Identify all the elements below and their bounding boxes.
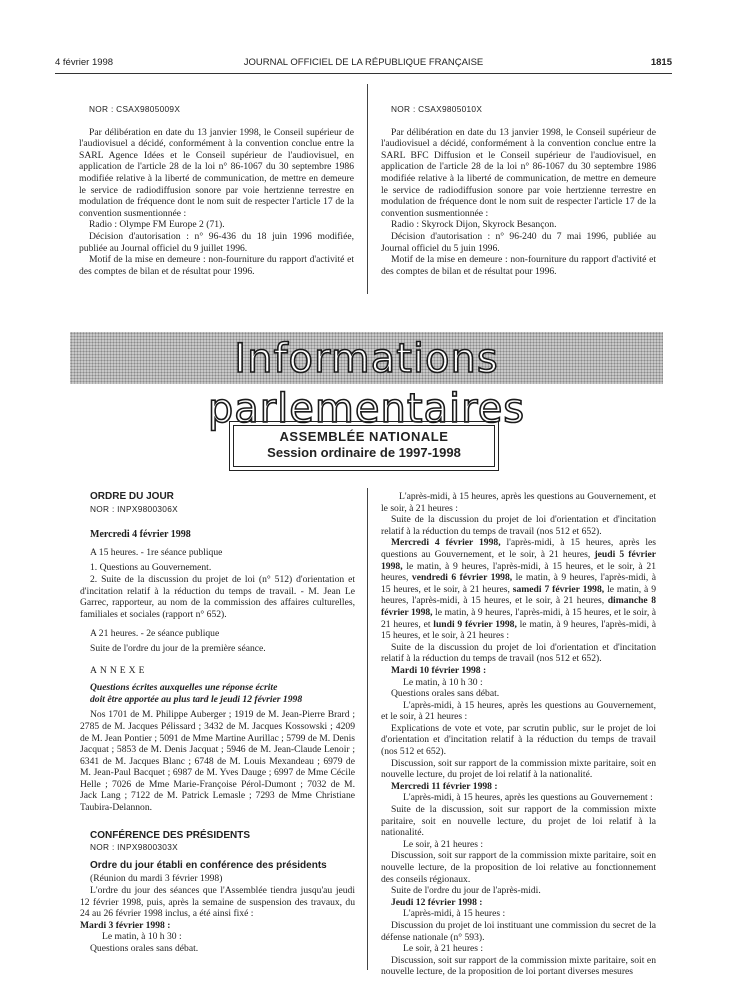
agenda-item: Questions orales sans débat. (391, 688, 500, 700)
agenda-item: Suite de la discussion du projet de loi d'orientation et d'incitation relatif à la réduction du temps de travail (nos 512 et 652). (381, 641, 656, 665)
conference-paragraph: L'ordre du jour des séances que l'Assemblée tiendra jusqu'au jeudi 12 février 1998, puis, après la semaine de suspension des travaux, du 24 au 26 février 1998 inclus, a été ainsi fixé : (80, 885, 355, 920)
agenda-item: Suite de la discussion du projet de loi d'orientation et d'incitation relatif à la réduction du temps de travail (nos 512 et 652). (381, 514, 656, 537)
agenda-text: le matin, à 9 heures, l'après-midi, à 15 heures, et le soir, à 21 heures : (381, 618, 656, 642)
agenda-day: Jeudi 12 février 1998 : (391, 896, 483, 908)
notice-radio: Radio : Skyrock Dijon, Skyrock Besançon. (391, 219, 557, 231)
conference-subtitle: Ordre du jour établi en conférence des présidents (90, 859, 327, 871)
column-divider-top (367, 84, 368, 294)
agenda-time: L'après-midi, à 15 heures, après les questions au Gouvernement : (403, 792, 653, 804)
assembly-title-box (233, 425, 495, 467)
agenda-item: Discussion, soit sur rapport de la commission mixte paritaire, soit en nouvelle lecture, de la proposition de loi portant diverses mesures (381, 954, 656, 978)
agenda-item: Discussion, soit sur rapport de la commission mixte paritaire, soit en nouvelle lecture, du projet de loi relatif à la nationalité. (381, 757, 656, 781)
notice-decision: Décision d'autorisation : n° 96-436 du 18 juin 1996 modifiée, publiée au Journal officiel du 9 juillet 1996. (79, 230, 354, 254)
written-questions-list: Nos 1701 de M. Philippe Auberger ; 1919 de M. Jean-Pierre Brard ; 2785 de M. Jacques Pélissard ; 3432 de M. Jacques Kossowski ; 4209 de M. Jean Pontier ; 5091 de Mme Martine Aurillac ; 5799 de M. Denis Jacquat ; 5853 de M. Denis Jacquat ; 5946 de M. Jean-Claude Lenoir ; 6341 de M. Jacques Blanc ; 6748 de M. Louis Mexandeau ; 6979 de M. Jean-Paul Bacquet ; 6987 de M. Yves Dauge ; 6997 de Mme Cécile Helle ; 7026 de Mme Marie-Françoise Pérol-Dumont ; 7032 de M. Jack Lang ; 7122 de M. Patrick Lemasle ; 7293 de Mme Christiane Taubira-Delannon. (80, 709, 355, 814)
agenda-day: Mardi 3 février 1998 : (80, 919, 171, 931)
nor-reference: NOR : CSAX9805009X (89, 104, 181, 114)
nor-reference: NOR : INPX9800303X (90, 842, 178, 853)
session-heading: A 21 heures. - 2e séance publique (90, 628, 220, 640)
written-questions-subtitle: doit être apportée au plus tard le jeudi 12 février 1998 (90, 693, 303, 705)
agenda-text: l'après-midi, à 15 heures, après les questions au Gouvernement, et le soir, à 21 heures, (381, 537, 656, 560)
agenda-item: Explications de vote et vote, par scrutin public, sur le projet de loi d'orientation et d'incitation relatif à la réduction du temps de travail (nos 512 et 652). (381, 722, 656, 758)
top-left-notice (79, 104, 354, 277)
agenda-text: le matin, à 9 heures, l'après-midi, à 15 heures, et le soir, à 21 heures, et (381, 606, 656, 630)
agenda-day: dimanche 8 février 1998, (381, 595, 656, 618)
agenda-item: 2. Suite de la discussion du projet de loi (n° 512) d'orientation et d'incitation relatif à la réduction du temps de travail. - M. Jean Le Garrec, rapporteur, au nom de la commission des affaires culturelles, familiales et sociales (rapport n° 652). (80, 573, 355, 620)
agenda-item: Discussion du projet de loi instituant une commission du secret de la défense nationale (n° 593). (381, 919, 656, 943)
assembly-name: ASSEMBLÉE NATIONALE (279, 429, 449, 444)
agenda-time: Le matin, à 10 h 30 : (102, 931, 182, 943)
notice-radio: Radio : Olympe FM Europe 2 (71). (89, 219, 225, 231)
page-header (55, 57, 672, 71)
agenda-item: 1. Questions au Gouvernement. (90, 562, 212, 574)
right-column (381, 491, 656, 978)
agenda-time: L'après-midi, à 15 heures, après les questions au Gouvernement, et le soir, à 21 heures : (381, 699, 656, 723)
header-page-number: 1815 (650, 57, 672, 68)
nor-reference: NOR : CSAX9805010X (391, 104, 483, 114)
header-date: 4 février 1998 (55, 57, 114, 68)
nor-reference: NOR : INPX9800306X (90, 503, 178, 514)
left-column (80, 491, 355, 955)
agenda-text: le matin, à 9 heures, l'après-midi, à 15 heures, et le soir, à 21 heures, (381, 560, 656, 584)
header-journal: JOURNAL OFFICIEL DE LA RÉPUBLIQUE FRANÇAISE (243, 57, 484, 68)
section-banner-title: Informations parlementaires (207, 336, 526, 432)
agenda-day: lundi 9 février 1998, (433, 618, 517, 630)
agenda-day: Mardi 10 février 1998 : (391, 664, 487, 676)
conference-date: (Réunion du mardi 3 février 1998) (90, 873, 223, 885)
agenda-day: Mercredi 11 février 1998 : (391, 780, 498, 792)
conference-title: CONFÉRENCE DES PRÉSIDENTS (90, 829, 251, 841)
assembly-session: Session ordinaire de 1997-1998 (267, 445, 461, 460)
agenda-time: Le soir, à 21 heures : (403, 943, 484, 955)
agenda-time: Le soir, à 21 heures : (403, 838, 484, 850)
agenda-item: Suite de l'ordre du jour de la première séance. (90, 642, 266, 654)
notice-paragraph: Par délibération en date du 13 janvier 1998, le Conseil supérieur de l'audiovisuel a décidé, conformément à la convention conclue entre la SARL Agence Idées et le Conseil supérieur de l'audiovisuel, en application de l'article 28 de la loi n° 86-1067 du 30 septembre 1986 modifiée relative à la liberté de communication, de mettre en demeure le service de radiodiffusion sonore par voie hertzienne terrestre en modulation de fréquence dont le nom suit de respecter l'article 17 de la convention susmentionnée : (79, 126, 354, 219)
agenda-item: Suite de la discussion, soit sur rapport de la commission mixte paritaire, soit en nouvelle lecture, du projet de loi relatif à la nationalité. (381, 804, 656, 839)
agenda-item: Suite de l'ordre du jour de l'après-midi. (391, 885, 541, 897)
agenda-day: samedi 7 février 1998, (512, 583, 605, 595)
agenda-text: le matin, à 9 heures, l'après-midi, à 15 heures, et le soir, à 21 heures, (381, 572, 657, 595)
agenda-time: L'après-midi, à 15 heures : (403, 908, 506, 920)
agenda-item: Questions orales sans débat. (90, 943, 199, 954)
agenda-item: Discussion, soit sur rapport de la commission mixte paritaire, soit en nouvelle lecture, de la proposition de loi relative au fonctionnement des conseils régionaux. (381, 850, 656, 885)
annex-heading: ANNEXE (90, 664, 148, 676)
top-right-notice (381, 104, 656, 277)
agenda-week-paragraph (381, 537, 656, 641)
notice-decision: Décision d'autorisation : n° 96-240 du 7 mai 1996, publiée au Journal officiel du 5 juin 1996. (381, 230, 656, 254)
agenda-text: le matin, à 9 heures, l'après-midi, à 15 heures, et le soir, à 21 heures, (381, 583, 656, 607)
written-questions-title: Questions écrites auxquelles une réponse écrite (90, 682, 278, 694)
notice-motif: Motif de la mise en demeure : non-fourniture du rapport d'activité et des comptes de bilan et de résultat pour 1996. (381, 254, 656, 277)
agenda-title: ORDRE DU JOUR (90, 491, 174, 502)
agenda-time: L'après-midi, à 15 heures, après les questions au Gouvernement, et le soir, à 21 heures : (381, 491, 656, 514)
header-rule (55, 73, 672, 74)
agenda-day: Mercredi 4 février 1998, (391, 537, 501, 549)
column-divider-bottom (367, 488, 368, 970)
notice-paragraph: Par délibération en date du 13 janvier 1998, le Conseil supérieur de l'audiovisuel a décidé, conformément à la convention conclue entre la SARL BFC Diffusion et le Conseil supérieur de l'audiovisuel, en application de l'article 28 de la loi n° 86-1067 du 30 septembre 1986 modifiée relative à la liberté de communication, de mettre en demeure le service de radiodiffusion sonore par voie hertzienne terrestre en modulation de fréquence dont le nom suit de respecter l'article 17 de la convention susmentionnée : (381, 126, 656, 219)
agenda-day: Mercredi 4 février 1998 (90, 529, 191, 541)
notice-motif: Motif de la mise en demeure : non-fourniture du rapport d'activité et des comptes de bilan et de résultat pour 1996. (79, 254, 354, 277)
agenda-day: jeudi 5 février 1998, (381, 548, 656, 572)
session-heading: A 15 heures. - 1re séance publique (90, 546, 223, 558)
agenda-time: Le matin, à 10 h 30 : (403, 676, 483, 688)
agenda-day: vendredi 6 février 1998, (411, 572, 513, 584)
